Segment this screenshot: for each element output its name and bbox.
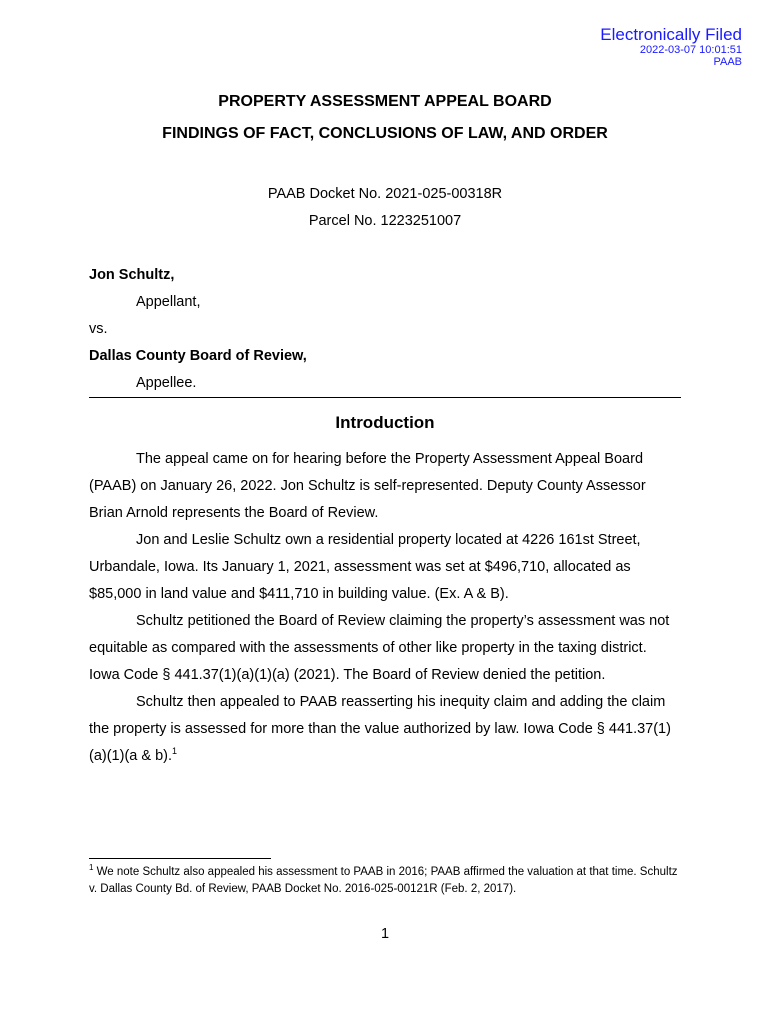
versus: vs. bbox=[89, 321, 108, 337]
electronic-filing-stamp bbox=[600, 26, 742, 68]
case-caption bbox=[89, 262, 689, 397]
paragraph-text: Schultz then appealed to PAAB reasserting his inequity claim and adding the claim the property is assessed for more than the value authorized by law. Iowa Code § 441.37(1)(a)(1)(a & b). bbox=[89, 694, 671, 764]
paragraph: The appeal came on for hearing before the Property Assessment Appeal Board (PAAB) on January 26, 2022. Jon Schultz is self-represented. Deputy County Assessor Brian Arnold represents the Board of Review. bbox=[89, 451, 646, 521]
section-title-introduction: Introduction bbox=[335, 413, 435, 432]
paragraph bbox=[89, 689, 681, 770]
caption-divider bbox=[89, 397, 681, 398]
stamp-agency: PAAB bbox=[713, 56, 742, 68]
page-number: 1 bbox=[380, 926, 390, 942]
board-name: PROPERTY ASSESSMENT APPEAL BOARD bbox=[218, 93, 552, 110]
document-heading bbox=[0, 93, 770, 143]
footnote-text: We note Schultz also appealed his assessment to PAAB in 2016; PAAB affirmed the valuation at that time. Schultz v. Dallas County Bd. of Review, PAAB Docket No. 2016-025-00121R (Feb. 2, 2017). bbox=[89, 866, 678, 895]
document-subtitle: FINDINGS OF FACT, CONCLUSIONS OF LAW, AND ORDER bbox=[162, 125, 608, 142]
introduction-body bbox=[89, 446, 681, 770]
docket-info bbox=[0, 181, 770, 235]
paragraph: Jon and Leslie Schultz own a residential property located at 4226 161st Street, Urbandale, Iowa. Its January 1, 2021, assessment was set at $496,710, allocated as $85,000 in land value and $411,710 in building value. (Ex. A & B). bbox=[89, 532, 641, 602]
parcel-number: Parcel No. 1223251007 bbox=[308, 213, 462, 229]
appellee-name: Dallas County Board of Review, bbox=[89, 348, 307, 364]
footnote-reference: 1 bbox=[172, 746, 178, 757]
stamp-title: Electronically Filed bbox=[600, 25, 742, 44]
footnote-marker: 1 bbox=[89, 863, 94, 873]
appellant-name: Jon Schultz, bbox=[89, 267, 175, 283]
footnote bbox=[89, 864, 681, 898]
stamp-datetime: 2022-03-07 10:01:51 bbox=[639, 44, 742, 56]
footnote-divider bbox=[89, 858, 271, 859]
paragraph: Schultz petitioned the Board of Review claiming the property’s assessment was not equitable as compared with the assessments of other like property in the taxing district. Iowa Code § 441.37(1)(a)(1)(a) (2021). The Board of Review denied the petition. bbox=[89, 613, 670, 683]
appellant-role: Appellant, bbox=[136, 294, 201, 310]
docket-number: PAAB Docket No. 2021-025-00318R bbox=[267, 186, 503, 202]
appellee-role: Appellee. bbox=[136, 375, 197, 391]
